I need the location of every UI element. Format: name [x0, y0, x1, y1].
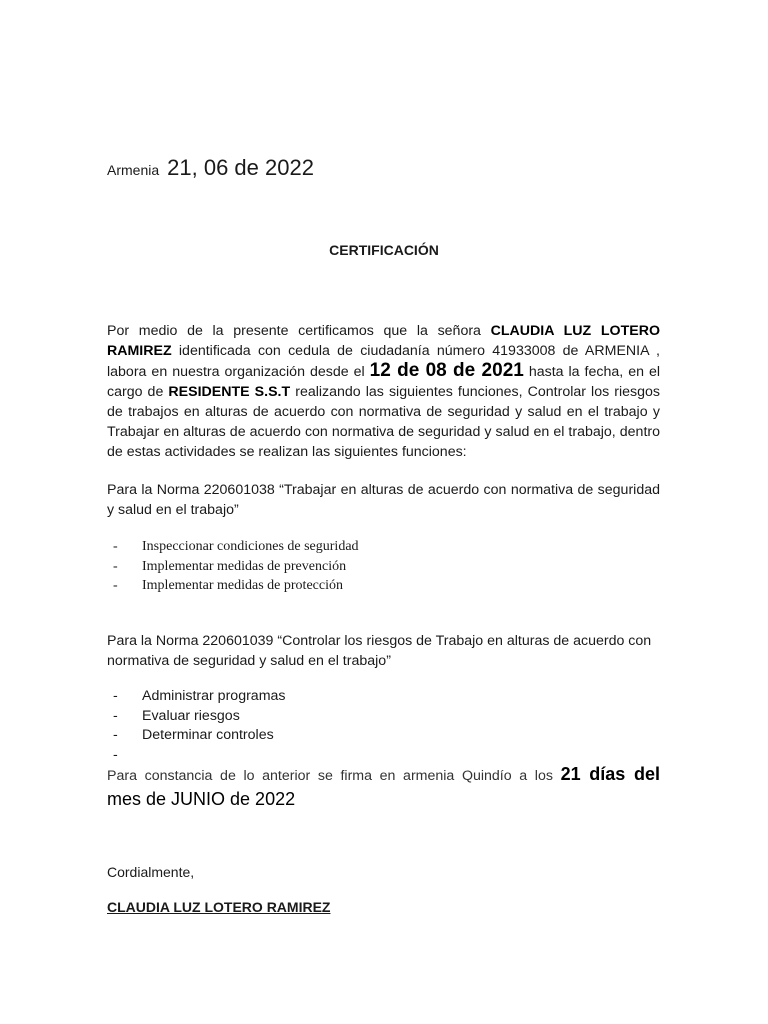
list-item: - Evaluar riesgos	[113, 707, 286, 727]
signing-month: mes de JUNIO de 2022	[107, 789, 296, 809]
list-item: - Implementar medidas de prevención	[113, 557, 359, 577]
para-text: identificada con cedula de ciudadanía número 41933008 de ARMENIA , labora en nuestra organización desde el	[107, 343, 660, 380]
start-date: 12 de 08 de 2021	[369, 360, 524, 381]
certification-paragraph	[107, 321, 660, 462]
norma-2-text: Para la Norma 220601039 “Controlar los riesgos de Trabajo en alturas de acuerdo con normativa de seguridad y salud en el trabajo”	[107, 633, 652, 669]
norma-2-list	[113, 687, 286, 746]
employee-name: CLAUDIA LUZ LOTERO RAMIREZ	[107, 323, 660, 359]
header-line	[107, 155, 314, 181]
job-role: RESIDENTE S.S.T	[168, 384, 291, 400]
constancia-paragraph	[107, 764, 660, 812]
list-item: - Inspeccionar condiciones de seguridad	[113, 537, 359, 557]
norma-1-list	[113, 537, 359, 596]
list-item: - Determinar controles	[113, 726, 286, 746]
para-text: Por medio de la presente certificamos que la señora	[107, 323, 491, 339]
closing-text: Cordialmente,	[107, 864, 195, 880]
signing-days: 21 días del	[560, 764, 660, 784]
list-item: - Administrar programas	[113, 687, 286, 707]
signer-name: CLAUDIA LUZ LOTERO RAMIREZ	[107, 899, 331, 915]
list-item: - Implementar medidas de protección	[113, 576, 359, 596]
header-date: 21, 06 de 2022	[167, 155, 314, 180]
para-text: Para constancia de lo anterior se firma en armenia Quindío a los	[107, 768, 561, 784]
document-title: CERTIFICACIÓN	[329, 242, 439, 258]
para-text: realizando las siguientes funciones, Controlar los riesgos de trabajos en alturas de acuerdo con normativa de seguridad y salud en el trabajo y Trabajar en alturas de acuerdo con normativa de seguridad y salud en el trabajo, dentro de estas actividades se realizan las siguientes funciones:	[107, 384, 660, 460]
norma-1-text: Para la Norma 220601038 “Trabajar en alturas de acuerdo con normativa de seguridad y salud en el trabajo”	[107, 482, 660, 518]
city: Armenia	[107, 162, 160, 178]
para-text: hasta la fecha, en el cargo de	[107, 364, 661, 400]
